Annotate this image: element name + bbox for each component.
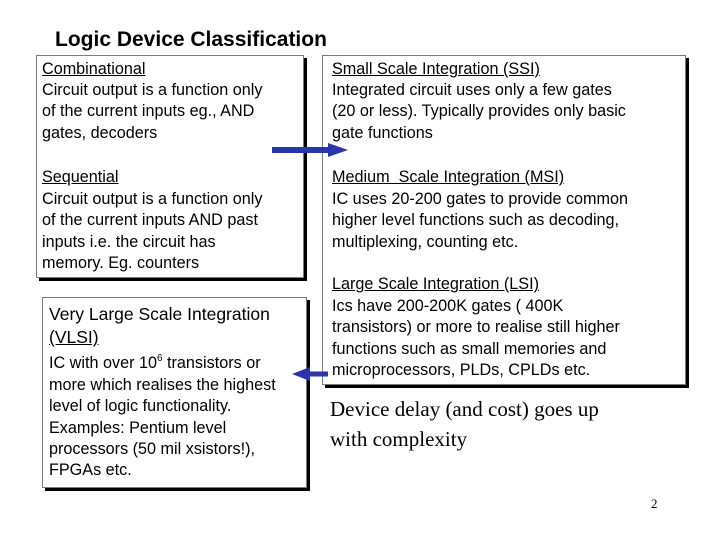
left-arrow-icon bbox=[290, 364, 330, 384]
vlsi-heading-line: (VLSI) bbox=[49, 327, 99, 347]
vlsi-line-text: transistors or bbox=[162, 354, 261, 372]
complexity-note-line: with complexity bbox=[330, 427, 468, 451]
lsi-line: functions such as small memories and bbox=[332, 340, 607, 358]
combinational-line: Circuit output is a function only bbox=[42, 81, 263, 99]
page-number: 2 bbox=[651, 496, 658, 511]
lsi-line: Ics have 200-200K gates ( 400K bbox=[332, 297, 564, 315]
lsi-line: transistors) or more to realise still higher bbox=[332, 318, 620, 336]
msi-line: IC uses 20-200 gates to provide common bbox=[332, 190, 629, 208]
vlsi-exponent: 6 bbox=[156, 353, 163, 364]
vlsi-line: FPGAs etc. bbox=[49, 461, 132, 479]
vlsi-line bbox=[49, 353, 261, 375]
vlsi-heading-line: Very Large Scale Integration bbox=[49, 304, 270, 324]
sequential-heading: Sequential bbox=[42, 168, 119, 186]
vlsi-line: processors (50 mil xsistors!), bbox=[49, 440, 255, 458]
combinational-line: gates, decoders bbox=[42, 124, 158, 142]
right-arrow-icon bbox=[270, 140, 350, 160]
complexity-note bbox=[330, 394, 599, 454]
ssi-line: gate functions bbox=[332, 124, 433, 142]
vlsi-line: Examples: Pentium level bbox=[49, 419, 227, 437]
vlsi-line: more which realises the highest bbox=[49, 376, 276, 394]
combinational-line: of the current inputs eg., AND bbox=[42, 102, 255, 120]
sequential-line: memory. Eg. counters bbox=[42, 254, 200, 272]
sequential-line: inputs i.e. the circuit has bbox=[42, 233, 216, 251]
msi-line: higher level functions such as decoding, bbox=[332, 211, 620, 229]
sequential-line: Circuit output is a function only bbox=[42, 190, 263, 208]
ssi-line: Integrated circuit uses only a few gates bbox=[332, 81, 612, 99]
sequential-line: of the current inputs AND past bbox=[42, 211, 258, 229]
vlsi-line-text: IC with over 10 bbox=[49, 354, 157, 372]
msi-heading: Medium Scale Integration (MSI) bbox=[332, 168, 565, 186]
msi-line: multiplexing, counting etc. bbox=[332, 233, 519, 251]
combinational-heading: Combinational bbox=[42, 60, 146, 78]
ssi-heading: Small Scale Integration (SSI) bbox=[332, 60, 540, 78]
lsi-heading: Large Scale Integration (LSI) bbox=[332, 275, 539, 293]
ssi-line: (20 or less). Typically provides only basic bbox=[332, 102, 626, 120]
lsi-line: microprocessors, PLDs, CPLDs etc. bbox=[332, 361, 591, 379]
complexity-note-line: Device delay (and cost) goes up bbox=[330, 397, 599, 421]
page-title: Logic Device Classification bbox=[55, 28, 327, 51]
vlsi-line: level of logic functionality. bbox=[49, 397, 232, 415]
